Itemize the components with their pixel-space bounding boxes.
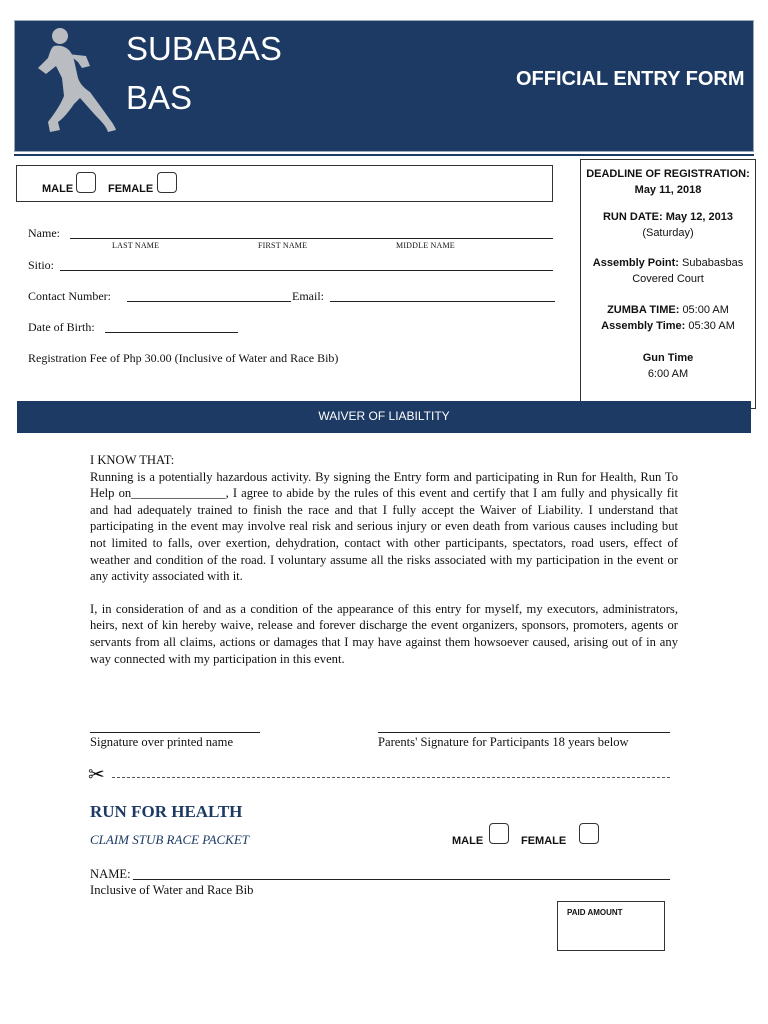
scissors-icon: ✂ — [88, 762, 105, 786]
sitio-label: Sitio: — [28, 258, 55, 272]
waiver-body — [90, 452, 678, 667]
email-label: Email: — [292, 289, 324, 303]
sitio-field[interactable] — [60, 270, 553, 271]
waiver-paragraph-2: I, in consideration of and as a condition of the appearance of this entry for myself, my executors, administrators, heirs, next of kin hereby waive, release and forever discharge the event organizers, sponsors, promoters, agents or servants from all claims, actions or damages that I may have against them howsoever caused, arising out of in any way connected with my participation in this event. — [90, 601, 678, 666]
last-name-caption: LAST NAME — [112, 241, 160, 250]
assembly-point-label: Assembly Point: — [592, 257, 679, 269]
assembly-point — [581, 255, 755, 271]
header-rule — [14, 154, 754, 156]
run-day: (Saturday) — [642, 227, 694, 239]
parent-signature-line[interactable] — [378, 732, 670, 733]
brand-line-2: BAS — [126, 79, 193, 116]
assembly-point-value-1: Subabasbas — [682, 257, 744, 269]
gender-box — [16, 165, 553, 202]
paid-amount-box — [557, 901, 665, 951]
contact-label: Contact Number: — [28, 289, 111, 303]
form-title: OFFICIAL ENTRY FORM — [516, 68, 745, 90]
name-label: Name: — [28, 226, 60, 240]
waiver-paragraph-1: Running is a potentially hazardous activity. By signing the Entry form and participating in Run for Health, Run To Help on_______________, I agree to abide by the rules of this event and certify that I am fully and physically fit and had adequately trained to finish the race and that I fully accept the Waiver of Liability. I understand that participating in the event may involve real risk and serious injury or even death from various causes including but not limited to falls, over exertion, dehydration, contact with other participants, spectators, road users, effect of weather and condition of the road. I voluntary assume all the risks associated with my participation in the event or any activity associated with it. — [90, 469, 678, 584]
stub-male-checkbox[interactable] — [489, 823, 509, 844]
stub-male-label: MALE — [452, 835, 484, 847]
gun-time-value: 6:00 AM — [647, 368, 689, 380]
fee-text: Registration Fee of Php 30.00 (Inclusive of Water and Race Bib) — [28, 351, 339, 365]
name-field[interactable] — [70, 238, 553, 239]
zumba-value: 05:00 AM — [682, 304, 729, 316]
contact-field[interactable] — [127, 301, 291, 302]
dob-label: Date of Birth: — [28, 320, 95, 334]
event-info-box — [580, 159, 756, 409]
parent-signature-label: Parents' Signature for Participants 18 years below — [378, 735, 629, 749]
assembly-time-value: 05:30 AM — [688, 320, 735, 332]
deadline-label: DEADLINE OF REGISTRATION: — [586, 168, 750, 180]
zumba-time — [581, 302, 755, 318]
paid-amount-label: PAID AMOUNT — [567, 908, 623, 917]
waiver-intro: I KNOW THAT: — [90, 453, 175, 467]
brand-line-1: SUBABAS — [126, 30, 282, 67]
male-checkbox[interactable] — [76, 172, 96, 193]
waiver-title: WAIVER OF LIABILTITY — [17, 401, 751, 433]
signature-label: Signature over printed name — [90, 735, 234, 749]
stub-title: RUN FOR HEALTH — [90, 802, 243, 821]
email-field[interactable] — [330, 301, 555, 302]
stub-name-label: NAME: — [90, 867, 131, 881]
zumba-label: ZUMBA TIME: — [607, 304, 680, 316]
cut-line — [112, 777, 670, 778]
signature-line[interactable] — [90, 732, 260, 733]
female-checkbox[interactable] — [157, 172, 177, 193]
middle-name-caption: MIDDLE NAME — [396, 241, 455, 250]
first-name-caption: FIRST NAME — [258, 241, 308, 250]
gun-time-label: Gun Time — [642, 352, 694, 364]
stub-inclusive: Inclusive of Water and Race Bib — [90, 883, 254, 897]
female-label: FEMALE — [108, 183, 154, 195]
run-date: RUN DATE: May 12, 2013 — [602, 211, 733, 223]
assembly-time-label: Assembly Time: — [601, 320, 686, 332]
deadline-date: May 11, 2018 — [634, 184, 702, 196]
dob-field[interactable] — [105, 332, 238, 333]
male-label: MALE — [42, 183, 74, 195]
stub-subtitle: CLAIM STUB RACE PACKET — [90, 832, 250, 847]
stub-female-checkbox[interactable] — [579, 823, 599, 844]
stub-female-label: FEMALE — [521, 835, 567, 847]
assembly-point-value-2: Covered Court — [632, 273, 704, 285]
assembly-time — [581, 318, 755, 334]
runner-icon — [34, 26, 124, 136]
stub-name-field[interactable] — [133, 879, 670, 880]
brand-name — [126, 32, 282, 115]
